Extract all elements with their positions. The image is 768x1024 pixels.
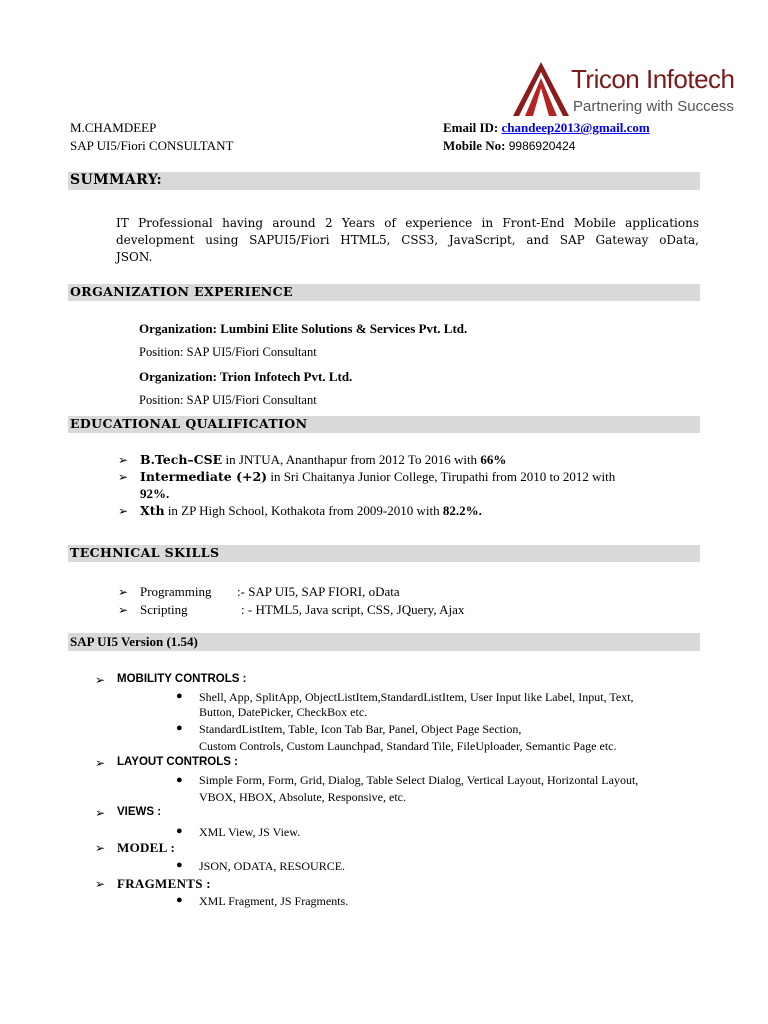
education-heading: EDUCATIONAL QUALIFICATION: [70, 416, 308, 431]
mobile-number: 9986920424: [508, 139, 576, 153]
arrow-bullet-icon: ➢: [118, 504, 129, 518]
education-band: [68, 416, 700, 433]
skills-band: [68, 545, 700, 562]
arrow-bullet-icon: ➢: [118, 453, 129, 467]
arrow-bullet-icon: ➢: [95, 806, 106, 820]
email-row: [443, 120, 650, 136]
arrow-bullet-icon: ➢: [95, 841, 106, 855]
degree-name: B.Tech–CSE: [140, 452, 223, 467]
education-item: [140, 503, 482, 519]
summary-heading: SUMMARY:: [70, 172, 163, 188]
candidate-name: M.CHAMDEEP: [70, 120, 157, 135]
degree-score: 92%.: [140, 486, 170, 501]
skill-value: :- SAP UI5, SAP FIORI, oData: [237, 584, 400, 599]
arrow-bullet-icon: ➢: [95, 877, 106, 891]
bullet-dot-icon: ●: [176, 894, 183, 906]
skill-value: : - HTML5, Java script, CSS, JQuery, Ajax: [241, 602, 465, 617]
org-position: Position: SAP UI5/Fiori Consultant: [139, 393, 317, 407]
org-name: Organization: Trion Infotech Pvt. Ltd.: [139, 369, 353, 384]
organization-band: [68, 284, 700, 301]
skills-heading: TECHNICAL SKILLS: [70, 545, 220, 560]
education-item: [140, 469, 615, 485]
arrow-bullet-icon: ➢: [95, 673, 106, 687]
mobile-label: Mobile No:: [443, 138, 506, 153]
layout-item: Simple Form, Form, Grid, Dialog, Table Select Dialog, Vertical Layout, Horizontal Layout,: [199, 773, 639, 787]
bullet-dot-icon: ●: [176, 774, 183, 786]
summary-band: [68, 172, 700, 190]
tricon-triangle-icon: [505, 58, 571, 120]
summary-line: IT Professional having around 2 Years of experience in Front-End Mobile applications: [116, 216, 699, 230]
bullet-dot-icon: ●: [176, 825, 183, 837]
email-link[interactable]: chandeep2013@gmail.com: [501, 120, 650, 135]
degree-score: 82.2%.: [442, 503, 482, 518]
email-label: Email ID:: [443, 120, 499, 135]
model-title: MODEL :: [117, 840, 176, 855]
degree-detail: in ZP High School, Kothakota from 2009-2010 with: [164, 503, 443, 518]
degree-name: Intermediate (+2): [140, 469, 268, 484]
views-title: VIEWS :: [117, 806, 162, 818]
arrow-bullet-icon: ➢: [118, 603, 129, 617]
fragments-title: FRAGMENTS :: [117, 876, 211, 891]
degree-detail: in Sri Chaitanya Junior College, Tirupathi from 2010 to 2012 with: [267, 469, 616, 484]
bullet-dot-icon: ●: [176, 722, 183, 734]
logo-company-name: Tricon Infotech: [571, 64, 735, 94]
arrow-bullet-icon: ➢: [118, 585, 129, 599]
mobility-item: StandardListItem, Table, Icon Tab Bar, Panel, Object Page Section,: [199, 722, 522, 736]
arrow-bullet-icon: ➢: [95, 756, 106, 770]
bullet-dot-icon: ●: [176, 690, 183, 702]
version-band: [68, 633, 700, 651]
degree-score: 66%: [480, 452, 507, 467]
organization-heading: ORGANIZATION EXPERIENCE: [70, 284, 293, 299]
logo-tagline: Partnering with Success: [573, 98, 734, 115]
model-item: JSON, ODATA, RESOURCE.: [199, 859, 346, 873]
degree-name: Xth: [140, 503, 165, 518]
arrow-bullet-icon: ➢: [118, 470, 129, 484]
version-heading: SAP UI5 Version (1.54): [70, 634, 198, 649]
org-name: Organization: Lumbini Elite Solutions & Services Pvt. Ltd.: [139, 321, 468, 336]
layout-item: VBOX, HBOX, Absolute, Responsive, etc.: [199, 790, 406, 804]
skill-label: Scripting: [140, 602, 188, 617]
company-logo: [505, 58, 735, 120]
degree-detail: in JNTUA, Ananthapur from 2012 To 2016 with: [222, 452, 481, 467]
candidate-role: SAP UI5/Fiori CONSULTANT: [70, 138, 234, 153]
summary-text: [116, 215, 699, 266]
mobility-item: Button, DatePicker, CheckBox etc.: [199, 705, 368, 719]
mobility-item: Shell, App, SplitApp, ObjectListItem,StandardListItem, User Input like Label, Input, Text,: [199, 690, 634, 704]
views-item: XML View, JS View.: [199, 825, 301, 839]
mobility-title: MOBILITY CONTROLS :: [117, 673, 247, 685]
skill-label: Programming: [140, 584, 212, 599]
summary-line: development using SAPUI5/Fiori HTML5, CSS3, JavaScript, and SAP Gateway oData,: [116, 233, 699, 247]
mobility-item: Custom Controls, Custom Launchpad, Standard Tile, FileUploader, Semantic Page etc.: [199, 739, 617, 753]
fragments-item: XML Fragment, JS Fragments.: [199, 894, 349, 908]
mobile-row: [443, 138, 575, 154]
layout-title: LAYOUT CONTROLS :: [117, 756, 238, 768]
org-position: Position: SAP UI5/Fiori Consultant: [139, 345, 317, 359]
summary-line: JSON.: [116, 250, 153, 264]
bullet-dot-icon: ●: [176, 859, 183, 871]
education-item: [140, 452, 506, 468]
